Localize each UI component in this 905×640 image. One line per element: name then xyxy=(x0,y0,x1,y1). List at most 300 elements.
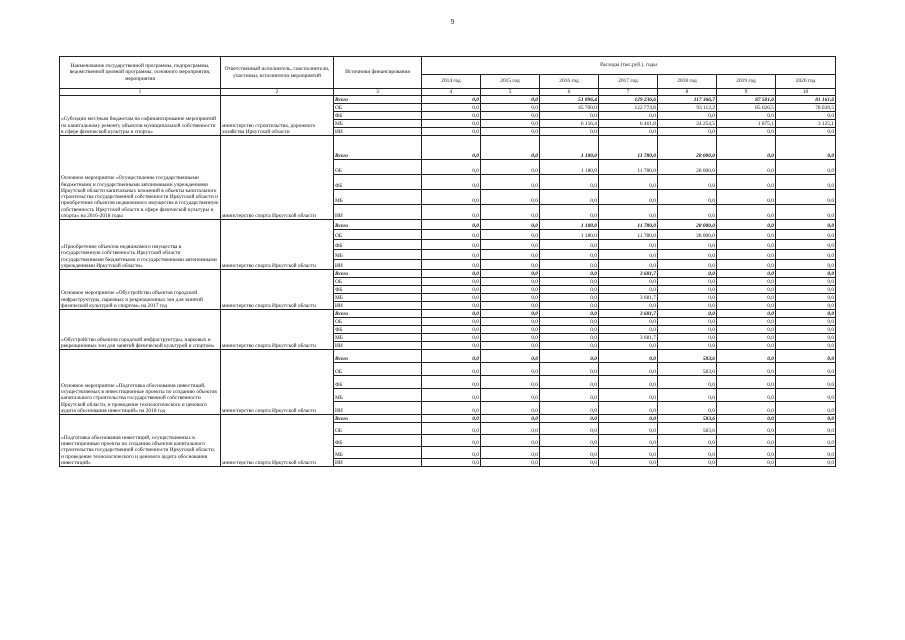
header-responsible: Ответственный исполнитель, соисполнители, участники, исполнители мероприятий xyxy=(221,57,334,89)
value-cell: 0,0 xyxy=(481,120,540,128)
value-cell: 0,0 xyxy=(599,190,658,205)
value-cell: 0,0 xyxy=(481,160,540,175)
column-number: 10 xyxy=(776,89,836,96)
value-cell: 0,0 xyxy=(717,334,776,342)
value-cell: 0,0 xyxy=(422,286,481,294)
source-cell: ФБ xyxy=(334,376,422,389)
value-cell: 0,0 xyxy=(717,205,776,220)
value-cell: 0,0 xyxy=(540,459,599,467)
value-cell: 28 000,0 xyxy=(658,160,717,175)
value-cell: 0,0 xyxy=(717,363,776,376)
value-cell: 0,0 xyxy=(481,389,540,402)
source-cell: Всего xyxy=(334,350,422,363)
value-cell: 0,0 xyxy=(540,389,599,402)
value-cell: 0,0 xyxy=(540,270,599,278)
value-cell: 0,0 xyxy=(776,447,836,459)
source-cell: Всего xyxy=(334,96,422,104)
value-cell: 0,0 xyxy=(658,278,717,286)
source-cell: ОБ xyxy=(334,363,422,376)
column-number: 8 xyxy=(658,89,717,96)
value-cell: 45 700,0 xyxy=(540,104,599,112)
value-cell: 0,0 xyxy=(776,220,836,230)
value-cell: 0,0 xyxy=(422,415,481,423)
source-cell: ИИ xyxy=(334,342,422,350)
value-cell: 0,0 xyxy=(481,286,540,294)
value-cell: 1 180,0 xyxy=(540,220,599,230)
value-cell: 0,0 xyxy=(599,342,658,350)
value-cell: 117 366,7 xyxy=(658,96,717,104)
responsible-cell: министерство строительства, дорожного хозяйства Иркутской области xyxy=(221,96,334,136)
value-cell: 0,0 xyxy=(599,128,658,136)
value-cell: 0,0 xyxy=(481,402,540,415)
value-cell: 0,0 xyxy=(422,423,481,435)
responsible-cell: министерство спорта Иркутской области xyxy=(221,415,334,467)
source-cell: Всего xyxy=(334,220,422,230)
value-cell: 0,0 xyxy=(776,389,836,402)
value-cell: 0,0 xyxy=(422,447,481,459)
value-cell: 0,0 xyxy=(776,128,836,136)
value-cell: 0,0 xyxy=(540,250,599,260)
value-cell: 0,0 xyxy=(540,240,599,250)
source-cell: ИИ xyxy=(334,205,422,220)
value-cell: 0,0 xyxy=(658,459,717,467)
value-cell: 0,0 xyxy=(481,278,540,286)
value-cell: 0,0 xyxy=(481,363,540,376)
source-cell: МБ xyxy=(334,334,422,342)
value-cell: 0,0 xyxy=(658,310,717,318)
value-cell: 0,0 xyxy=(776,402,836,415)
responsible-cell: министерство спорта Иркутской области xyxy=(221,310,334,350)
value-cell: 0,0 xyxy=(658,318,717,326)
header-year: 2014 год xyxy=(422,75,481,89)
value-cell: 0,0 xyxy=(481,220,540,230)
source-cell: ИИ xyxy=(334,260,422,270)
responsible-cell: министерство спорта Иркутской области xyxy=(221,220,334,270)
value-cell: 0,0 xyxy=(599,459,658,467)
value-cell: 0,0 xyxy=(481,104,540,112)
value-cell: 24 254,5 xyxy=(658,120,717,128)
source-cell: МБ xyxy=(334,190,422,205)
value-cell: 0,0 xyxy=(422,326,481,334)
value-cell: 0,0 xyxy=(776,286,836,294)
value-cell: 0,0 xyxy=(540,112,599,120)
value-cell: 0,0 xyxy=(776,363,836,376)
value-cell: 0,0 xyxy=(658,205,717,220)
value-cell: 11 780,0 xyxy=(599,136,658,160)
value-cell: 0,0 xyxy=(422,240,481,250)
value-cell: 0,0 xyxy=(540,318,599,326)
value-cell: 0,0 xyxy=(540,447,599,459)
value-cell: 0,0 xyxy=(540,363,599,376)
value-cell: 0,0 xyxy=(776,160,836,175)
value-cell: 0,0 xyxy=(599,112,658,120)
value-cell: 0,0 xyxy=(776,435,836,447)
source-cell: ОБ xyxy=(334,230,422,240)
value-cell: 0,0 xyxy=(599,205,658,220)
value-cell: 0,0 xyxy=(717,278,776,286)
value-cell: 0,0 xyxy=(540,286,599,294)
value-cell: 0,0 xyxy=(599,240,658,250)
table-row xyxy=(60,415,836,423)
value-cell: 0,0 xyxy=(540,310,599,318)
value-cell: 0,0 xyxy=(717,270,776,278)
value-cell: 1 180,0 xyxy=(540,230,599,240)
value-cell: 0,0 xyxy=(540,423,599,435)
value-cell: 0,0 xyxy=(776,326,836,334)
value-cell: 583,6 xyxy=(658,363,717,376)
value-cell: 0,0 xyxy=(776,318,836,326)
source-cell: Всего xyxy=(334,136,422,160)
value-cell: 0,0 xyxy=(776,376,836,389)
value-cell: 0,0 xyxy=(481,310,540,318)
value-cell: 0,0 xyxy=(599,302,658,310)
value-cell: 0,0 xyxy=(776,260,836,270)
value-cell: 0,0 xyxy=(481,447,540,459)
value-cell: 0,0 xyxy=(481,334,540,342)
header-year: 2016 год xyxy=(540,75,599,89)
value-cell: 0,0 xyxy=(717,435,776,447)
program-name-cell: Основное мероприятие «Осуществление государственными бюджетными и государственными автономными учреждениями Иркутской области капитальных вложений в объекты капитального строительства государственной собственности Иркутской области и приобретение объектов недвижимого имущества в государственную собственность Иркутской области в сфере физической культуры и спорта» на 2016-2018 годы xyxy=(60,136,221,220)
value-cell: 0,0 xyxy=(422,104,481,112)
source-cell: ФБ xyxy=(334,112,422,120)
value-cell: 0,0 xyxy=(717,423,776,435)
source-cell: ФБ xyxy=(334,326,422,334)
value-cell: 0,0 xyxy=(422,334,481,342)
source-cell: ФБ xyxy=(334,175,422,190)
value-cell: 1 180,0 xyxy=(540,136,599,160)
value-cell: 28 000,0 xyxy=(658,136,717,160)
value-cell: 0,0 xyxy=(776,294,836,302)
program-name-cell: Основное мероприятие «Подготовка обоснования инвестиций, осуществляемых в инвестиционные проекты по созданию объектов капитального строительства государственной собственности Иркутской области, и проведение технологического и ценового аудита обоснования инвестиций» на 2018 год xyxy=(60,350,221,415)
value-cell: 28 000,0 xyxy=(658,220,717,230)
column-number: 6 xyxy=(540,89,599,96)
value-cell: 0,0 xyxy=(422,402,481,415)
value-cell: 0,0 xyxy=(658,175,717,190)
value-cell: 11 780,0 xyxy=(599,160,658,175)
program-name-cell: «Субсидии местным бюджетам на софинансирование мероприятий по капитальному ремонту объектов муниципальной собственности в сфере физической культуры и спорта» xyxy=(60,96,221,136)
value-cell: 0,0 xyxy=(717,240,776,250)
value-cell: 0,0 xyxy=(776,240,836,250)
value-cell: 0,0 xyxy=(717,294,776,302)
value-cell: 0,0 xyxy=(599,326,658,334)
value-cell: 0,0 xyxy=(481,376,540,389)
value-cell: 0,0 xyxy=(481,136,540,160)
value-cell: 0,0 xyxy=(422,318,481,326)
value-cell: 3 681,7 xyxy=(599,334,658,342)
value-cell: 0,0 xyxy=(717,190,776,205)
value-cell: 0,0 xyxy=(658,342,717,350)
source-cell: МБ xyxy=(334,120,422,128)
value-cell: 0,0 xyxy=(422,278,481,286)
value-cell: 0,0 xyxy=(658,112,717,120)
value-cell: 0,0 xyxy=(481,260,540,270)
value-cell: 0,0 xyxy=(540,294,599,302)
value-cell: 0,0 xyxy=(481,205,540,220)
value-cell: 0,0 xyxy=(422,230,481,240)
value-cell: 93 112,2 xyxy=(658,104,717,112)
value-cell: 0,0 xyxy=(540,376,599,389)
value-cell: 78 036,5 xyxy=(776,104,836,112)
value-cell: 0,0 xyxy=(481,350,540,363)
value-cell: 0,0 xyxy=(776,342,836,350)
value-cell: 0,0 xyxy=(776,250,836,260)
value-cell: 122 774,8 xyxy=(599,104,658,112)
value-cell: 0,0 xyxy=(540,302,599,310)
source-cell: ИИ xyxy=(334,402,422,415)
value-cell: 0,0 xyxy=(776,350,836,363)
value-cell: 3 681,7 xyxy=(599,270,658,278)
value-cell: 0,0 xyxy=(658,294,717,302)
value-cell: 0,0 xyxy=(717,260,776,270)
value-cell: 0,0 xyxy=(481,250,540,260)
value-cell: 0,0 xyxy=(717,286,776,294)
value-cell: 0,0 xyxy=(599,447,658,459)
value-cell: 0,0 xyxy=(776,270,836,278)
value-cell: 583,6 xyxy=(658,423,717,435)
source-cell: ИИ xyxy=(334,302,422,310)
responsible-cell: министерство спорта Иркутской области xyxy=(221,136,334,220)
value-cell: 0,0 xyxy=(481,240,540,250)
table-row xyxy=(60,270,836,278)
table-row xyxy=(60,96,836,104)
value-cell: 0,0 xyxy=(481,302,540,310)
value-cell: 0,0 xyxy=(481,96,540,104)
value-cell: 0,0 xyxy=(658,286,717,294)
value-cell: 85 626,5 xyxy=(717,104,776,112)
value-cell: 0,0 xyxy=(481,128,540,136)
value-cell: 3 681,7 xyxy=(599,310,658,318)
value-cell: 0,0 xyxy=(540,435,599,447)
value-cell: 0,0 xyxy=(658,435,717,447)
value-cell: 0,0 xyxy=(481,112,540,120)
value-cell: 28 000,0 xyxy=(658,230,717,240)
header-year: 2020 год xyxy=(776,75,836,89)
value-cell: 0,0 xyxy=(717,220,776,230)
value-cell: 0,0 xyxy=(422,205,481,220)
value-cell: 0,0 xyxy=(717,350,776,363)
value-cell: 0,0 xyxy=(540,402,599,415)
value-cell: 0,0 xyxy=(422,136,481,160)
value-cell: 0,0 xyxy=(717,342,776,350)
value-cell: 0,0 xyxy=(422,120,481,128)
source-cell: ФБ xyxy=(334,286,422,294)
value-cell: 0,0 xyxy=(422,435,481,447)
value-cell: 0,0 xyxy=(658,302,717,310)
value-cell: 0,0 xyxy=(717,376,776,389)
value-cell: 0,0 xyxy=(540,342,599,350)
value-cell: 0,0 xyxy=(776,310,836,318)
value-cell: 0,0 xyxy=(540,260,599,270)
column-number: 7 xyxy=(599,89,658,96)
value-cell: 0,0 xyxy=(658,402,717,415)
value-cell: 0,0 xyxy=(717,230,776,240)
value-cell: 0,0 xyxy=(599,350,658,363)
value-cell: 0,0 xyxy=(422,250,481,260)
value-cell: 0,0 xyxy=(658,447,717,459)
table-row xyxy=(60,136,836,160)
value-cell: 0,0 xyxy=(599,423,658,435)
value-cell: 0,0 xyxy=(717,415,776,423)
value-cell: 0,0 xyxy=(422,190,481,205)
value-cell: 0,0 xyxy=(540,128,599,136)
value-cell: 0,0 xyxy=(540,190,599,205)
value-cell: 583,6 xyxy=(658,350,717,363)
responsible-cell: министерство спорта Иркутской области xyxy=(221,350,334,415)
value-cell: 0,0 xyxy=(422,302,481,310)
header-sources: Источники финансирования xyxy=(334,57,422,89)
value-cell: 0,0 xyxy=(717,250,776,260)
value-cell: 1 875,1 xyxy=(717,120,776,128)
value-cell: 0,0 xyxy=(422,294,481,302)
source-cell: ИИ xyxy=(334,459,422,467)
value-cell: 0,0 xyxy=(540,326,599,334)
program-name-cell: «Подготовка обоснования инвестиций, осуществляемых в инвестиционные проекты по созданию объектов капитального строительства государственной собственности Иркутской области, и проведение технологического и ценового аудита обоснования инвестиций» xyxy=(60,415,221,467)
value-cell: 0,0 xyxy=(717,175,776,190)
value-cell: 0,0 xyxy=(658,250,717,260)
value-cell: 0,0 xyxy=(658,334,717,342)
source-cell: МБ xyxy=(334,250,422,260)
value-cell: 0,0 xyxy=(599,278,658,286)
value-cell: 3 125,1 xyxy=(776,120,836,128)
value-cell: 129 236,6 xyxy=(599,96,658,104)
source-cell: ФБ xyxy=(334,435,422,447)
value-cell: 0,0 xyxy=(717,389,776,402)
table-row xyxy=(60,350,836,363)
value-cell: 0,0 xyxy=(658,326,717,334)
value-cell: 0,0 xyxy=(717,128,776,136)
header-expenses: Расходы (тыс.руб.), годы xyxy=(422,57,836,75)
value-cell: 0,0 xyxy=(422,220,481,230)
value-cell: 0,0 xyxy=(422,376,481,389)
column-number: 4 xyxy=(422,89,481,96)
source-cell: ОБ xyxy=(334,423,422,435)
value-cell: 0,0 xyxy=(540,415,599,423)
value-cell: 0,0 xyxy=(481,294,540,302)
header-year: 2019 год xyxy=(717,75,776,89)
value-cell: 0,0 xyxy=(481,270,540,278)
value-cell: 0,0 xyxy=(599,175,658,190)
value-cell: 0,0 xyxy=(540,278,599,286)
value-cell: 0,0 xyxy=(422,128,481,136)
responsible-cell: министерство спорта Иркутской области xyxy=(221,270,334,310)
value-cell: 0,0 xyxy=(717,326,776,334)
value-cell: 0,0 xyxy=(481,230,540,240)
column-number: 1 xyxy=(60,89,221,96)
program-name-cell: «Приобретение объектов недвижимого имущества в государственную собственность Иркутской области государственными бюджетными и государственными автономными учреждениями Иркутской области» xyxy=(60,220,221,270)
value-cell: 0,0 xyxy=(599,286,658,294)
header-year: 2018 год xyxy=(658,75,717,89)
table-row xyxy=(60,310,836,318)
source-cell: МБ xyxy=(334,389,422,402)
value-cell: 0,0 xyxy=(422,363,481,376)
value-cell: 0,0 xyxy=(422,96,481,104)
value-cell: 0,0 xyxy=(481,435,540,447)
value-cell: 0,0 xyxy=(422,112,481,120)
source-cell: МБ xyxy=(334,447,422,459)
value-cell: 0,0 xyxy=(658,376,717,389)
value-cell: 11 780,0 xyxy=(599,220,658,230)
value-cell: 0,0 xyxy=(776,112,836,120)
value-cell: 0,0 xyxy=(540,334,599,342)
program-name-cell: «Обустройство объектов городской инфраструктуры, парковых и рекреационных зон для занятий физической культурой и спортом» xyxy=(60,310,221,350)
value-cell: 0,0 xyxy=(776,190,836,205)
header-year: 2017 год xyxy=(599,75,658,89)
value-cell: 0,0 xyxy=(658,260,717,270)
value-cell: 6 461,8 xyxy=(599,120,658,128)
value-cell: 0,0 xyxy=(422,260,481,270)
source-cell: ОБ xyxy=(334,104,422,112)
value-cell: 0,0 xyxy=(599,402,658,415)
page-number: 9 xyxy=(450,18,455,26)
value-cell: 0,0 xyxy=(776,302,836,310)
value-cell: 0,0 xyxy=(422,160,481,175)
value-cell: 0,0 xyxy=(717,112,776,120)
value-cell: 0,0 xyxy=(658,128,717,136)
source-cell: ОБ xyxy=(334,278,422,286)
value-cell: 0,0 xyxy=(658,190,717,205)
source-cell: Всего xyxy=(334,310,422,318)
value-cell: 0,0 xyxy=(422,270,481,278)
value-cell: 0,0 xyxy=(422,310,481,318)
value-cell: 0,0 xyxy=(658,240,717,250)
column-number: 2 xyxy=(221,89,334,96)
column-number: 5 xyxy=(481,89,540,96)
source-cell: ОБ xyxy=(334,318,422,326)
value-cell: 0,0 xyxy=(422,459,481,467)
value-cell: 0,0 xyxy=(422,342,481,350)
value-cell: 0,0 xyxy=(599,376,658,389)
value-cell: 0,0 xyxy=(776,278,836,286)
value-cell: 0,0 xyxy=(599,389,658,402)
value-cell: 0,0 xyxy=(599,250,658,260)
value-cell: 0,0 xyxy=(658,270,717,278)
table-row xyxy=(60,220,836,230)
value-cell: 0,0 xyxy=(717,160,776,175)
value-cell: 0,0 xyxy=(776,230,836,240)
value-cell: 0,0 xyxy=(599,415,658,423)
value-cell: 0,0 xyxy=(481,326,540,334)
value-cell: 583,6 xyxy=(658,415,717,423)
source-cell: Всего xyxy=(334,415,422,423)
value-cell: 0,0 xyxy=(599,363,658,376)
value-cell: 0,0 xyxy=(776,459,836,467)
value-cell: 0,0 xyxy=(540,350,599,363)
value-cell: 0,0 xyxy=(717,302,776,310)
value-cell: 3 681,7 xyxy=(599,294,658,302)
value-cell: 0,0 xyxy=(776,423,836,435)
value-cell: 0,0 xyxy=(481,415,540,423)
value-cell: 0,0 xyxy=(776,334,836,342)
value-cell: 0,0 xyxy=(422,389,481,402)
value-cell: 0,0 xyxy=(599,318,658,326)
value-cell: 0,0 xyxy=(776,205,836,220)
value-cell: 0,0 xyxy=(422,175,481,190)
source-cell: Всего xyxy=(334,270,422,278)
header-year: 2015 год xyxy=(481,75,540,89)
value-cell: 0,0 xyxy=(776,136,836,160)
value-cell: 6 156,4 xyxy=(540,120,599,128)
value-cell: 0,0 xyxy=(540,205,599,220)
value-cell: 0,0 xyxy=(717,318,776,326)
value-cell: 51 896,4 xyxy=(540,96,599,104)
expenses-table xyxy=(59,56,836,467)
value-cell: 0,0 xyxy=(540,175,599,190)
value-cell: 0,0 xyxy=(481,318,540,326)
value-cell: 0,0 xyxy=(481,459,540,467)
value-cell: 11 780,0 xyxy=(599,230,658,240)
value-cell: 0,0 xyxy=(717,459,776,467)
value-cell: 81 161,6 xyxy=(776,96,836,104)
